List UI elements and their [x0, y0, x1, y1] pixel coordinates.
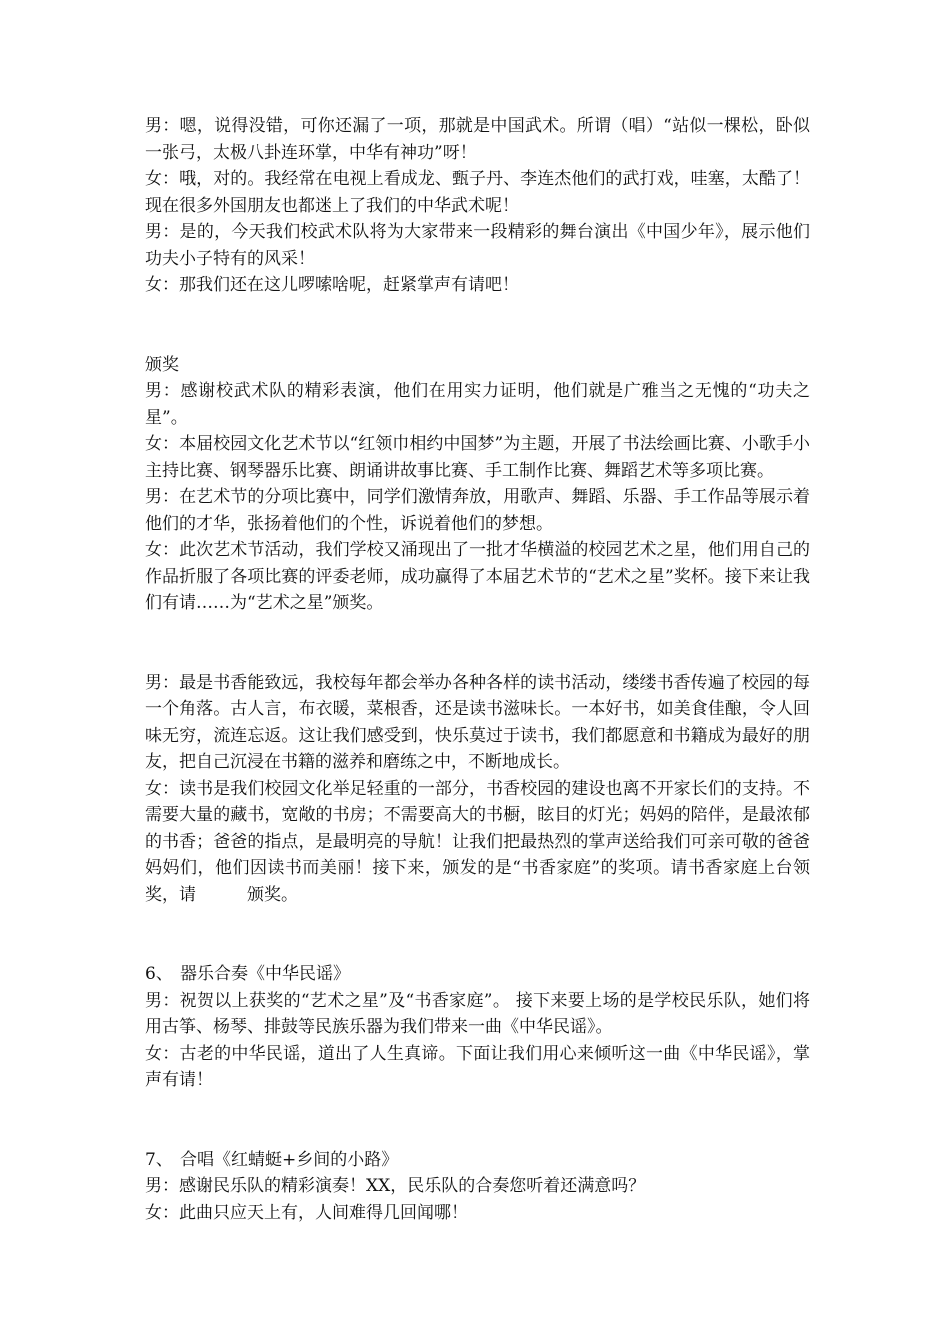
- dialogue-line: 女：那我们还在这儿啰嗦啥呢，赶紧掌声有请吧！: [145, 275, 519, 295]
- dialogue-line: 女：读书是我们校园文化举足轻重的一部分，书香校园的建设也离不开家长们的支持。不需要大量的藏书，宽敞的书房；不需要高大的书橱，眩目的灯光；妈妈的陪伴，是最浓郁的书香；爸爸的指点，是最明亮的导航！让我们把最热烈的掌声送给我们可亲可敬的爸爸妈妈们，他们因读书而美丽！接下来，颁发的是“书香家庭”的奖项。请书香家庭上台领奖，请 颁奖。: [145, 778, 810, 905]
- program-item-number: 7、: [145, 1149, 173, 1170]
- program-item-heading: [145, 1147, 810, 1174]
- dialogue-line: 女：哦，对的。我经常在电视上看成龙、甄子丹、李连杰他们的武打戏，哇塞，太酷了！现在很多外国朋友也都迷上了我们的中华武术呢！: [145, 169, 810, 216]
- program-item-title: 合唱《红蜻蜓+乡间的小路》: [180, 1149, 399, 1170]
- dialogue-line: 男：感谢民乐队的精彩演奏！XX，民乐队的合奏您听着还满意吗？: [145, 1176, 646, 1196]
- spacer: [145, 908, 810, 961]
- dialogue-line: 女：此次艺术节活动，我们学校又涌现出了一批才华横溢的校园艺术之星，他们用自己的作品折服了各项比赛的评委老师，成功赢得了本届艺术节的“艺术之星”奖杯。接下来让我们有请……为“艺术之星”颁奖。: [145, 540, 810, 613]
- dialogue-line: 男：在艺术节的分项比赛中，同学们激情奔放，用歌声、舞蹈、乐器、手工作品等展示着他们的才华，张扬着他们的个性，诉说着他们的梦想。: [145, 487, 810, 534]
- dialogue-line: 男：最是书香能致远，我校每年都会举办各种各样的读书活动，缕缕书香传遍了校园的每一个角落。古人言，布衣暖，菜根香，还是读书滋味长。一本好书，如美食佳酿，令人回味无穷，流连忘返。这让我们感受到，快乐莫过于读书，我们都愿意和书籍成为最好的朋友，把自己沉浸在书籍的滋养和磨练之中，不断地成长。: [145, 672, 810, 772]
- section-reading-award: [145, 670, 810, 909]
- dialogue-line: 男：祝贺以上获奖的“艺术之星”及“书香家庭”。 接下来要上场的是学校民乐队，她们将用古筝、杨琴、排鼓等民族乐器为我们带来一曲《中华民谣》。: [145, 990, 810, 1037]
- section-item-7: [145, 1147, 810, 1227]
- program-item-number: 6、: [145, 964, 173, 984]
- document-page: [145, 113, 810, 1226]
- section-award: [145, 352, 810, 617]
- dialogue-line: 女：古老的中华民谣，道出了人生真谛。下面让我们用心来倾听这一曲《中华民谣》，掌声有请！: [145, 1043, 810, 1090]
- dialogue-line: 男：是的，今天我们校武术队将为大家带来一段精彩的舞台演出《中国少年》，展示他们功夫小子特有的风采！: [145, 222, 810, 269]
- program-item-title: 器乐合奏《中华民谣》: [180, 964, 350, 984]
- section-item-6: [145, 961, 810, 1094]
- dialogue-line: 女：本届校园文化艺术节以“红领巾相约中国梦”为主题，开展了书法绘画比赛、小歌手小主持比赛、钢琴器乐比赛、朗诵讲故事比赛、手工制作比赛、舞蹈艺术等多项比赛。: [145, 434, 810, 481]
- section-wushu-dialogue: [145, 113, 810, 299]
- section-heading: 颁奖: [145, 354, 179, 375]
- dialogue-line: 女：此曲只应天上有，人间难得几回闻哪！: [145, 1202, 468, 1223]
- program-item-heading: [145, 961, 810, 988]
- dialogue-line: 男：嗯，说得没错，可你还漏了一项，那就是中国武术。所谓（唱）“站似一棵松，卧似一张弓，太极八卦连环掌，中华有神功”呀！: [145, 116, 810, 163]
- spacer: [145, 1094, 810, 1147]
- spacer: [145, 617, 810, 670]
- spacer: [145, 299, 810, 352]
- dialogue-line: 男：感谢校武术队的精彩表演，他们在用实力证明，他们就是广雅当之无愧的“功夫之星”。: [145, 381, 810, 428]
